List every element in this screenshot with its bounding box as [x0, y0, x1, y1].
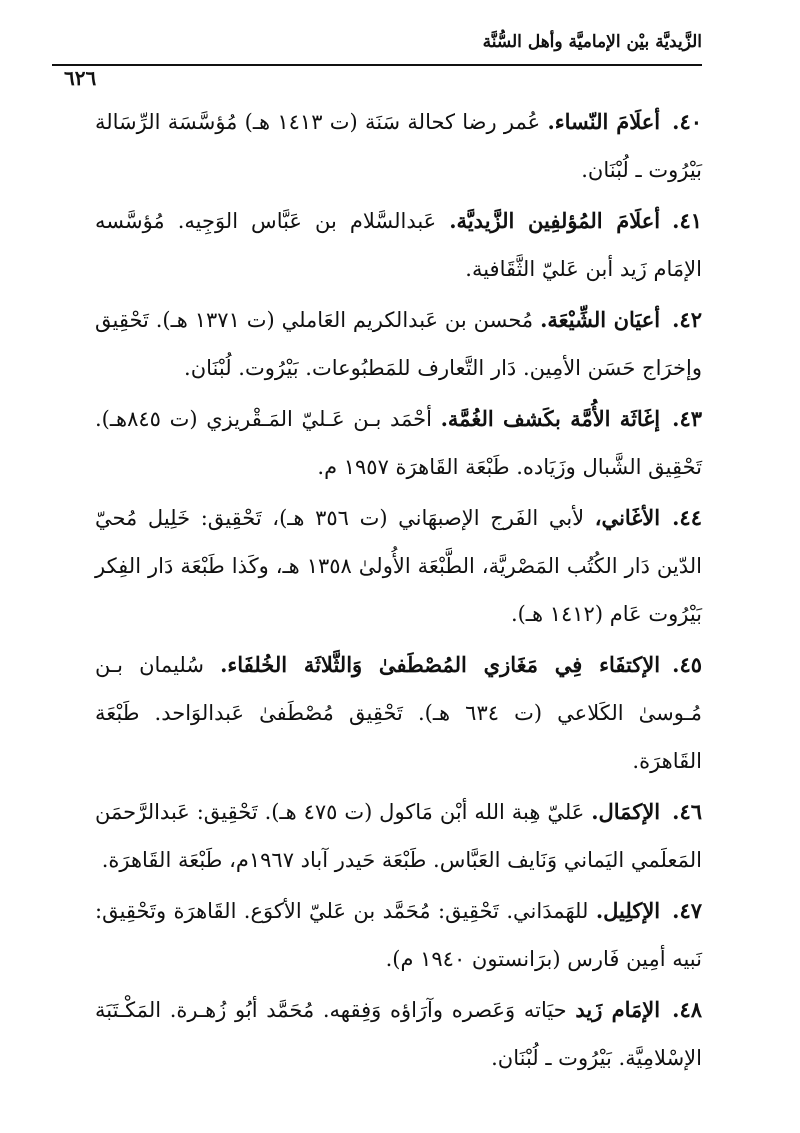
entry-text: سُليمان بـن مُـوسىٰ الكَلاعي (ت ٦٣٤ هـ). تَحْقِيق مُصْطَفىٰ عَبدالوَاحد. طَبْعَة القَاهرَة. [95, 653, 702, 773]
entry-title: أعلَامَ النّساء. [547, 109, 661, 134]
bibliography-entry [95, 887, 702, 983]
entry-number: ٤٠. [672, 109, 702, 134]
entry-title: الإكمَال. [591, 799, 661, 824]
entry-number: ٤٥. [672, 652, 702, 677]
entry-text: عَليّ هِبة الله أبْن مَاكول (ت ٤٧٥ هـ). تَحْقِيق: عَبدالرَّحمَن المَعلَمي اليَماني وَنَايف العَبَّاس. طَبْعَة حَيدر آباد ١٩٦٧م، طَبْعَة القَاهرَة. [95, 800, 702, 872]
entry-text: لأبي الفَرج الإصبهَاني (ت ٣٥٦ هـ)، تَحْقِيق: خَلِيل مُحيّ الدّين دَار الكُتُب المَصْريَّة، الطَّبْعَة الأُولىٰ ١٣٥٨ هـ، وكَذا طَبْعَة دَار الفِكر بَيْرُوت عَام (١٤١٢ هـ). [95, 506, 702, 626]
bibliography-entry [95, 296, 702, 392]
entry-text: للهَمدَاني. تَحْقِيق: مُحَمَّد بن عَليّ الأكوَع. القَاهرَة وتَحْقِيق: نَبيه أمِين فَارس (برَانستون ١٩٤٠ م). [95, 899, 702, 971]
entry-number: ٤٣. [672, 406, 703, 431]
bibliography-entry [95, 395, 702, 491]
bibliography-entry [95, 788, 702, 884]
entry-number: ٤١. [672, 208, 702, 233]
entry-number: ٤٧. [672, 898, 702, 923]
bibliography-entry [95, 986, 702, 1082]
bibliography-list [95, 98, 702, 1085]
bibliography-entry [95, 641, 702, 785]
entry-text: حيَاته وَعَصره وآرَاؤه وَفِقهه. مُحَمَّد أبُو زُهـرة. المَكْـتَبَة الإسْلامِيَّة. بَيْرُوت ـ لُبْنَان. [95, 998, 702, 1070]
entry-title: الأغَاني، [594, 505, 661, 530]
entry-number: ٤٨. [672, 997, 702, 1022]
entry-number: ٤٤. [672, 505, 702, 530]
entry-title: الإمَام زَيد [575, 997, 661, 1022]
page-number: ٦٢٦ [64, 66, 97, 90]
entry-text: أحْمَد بـن عَـليّ المَـقْريزي (ت ٨٤٥هـ). تَحْقِيق الشَّبال وزَيَاده. طَبْعَة القَاهرَة ١٩٥٧ م. [95, 407, 702, 479]
entry-text: عَبدالسَّلام بن عَبَّاس الوَجِيه. مُؤسَّسه الإمَام زَيد أبن عَليّ الثَّقَافية. [95, 209, 702, 281]
header-title: الزَّيديَّة بيْن الإماميَّة وأهل السُّنَّة [482, 32, 702, 52]
entry-number: ٤٢. [672, 307, 702, 332]
entry-title: الإكتفَاء فِي مَغَازي المُصْطَفىٰ وَالثَّلاثَة الخُلفَاء. [220, 652, 661, 677]
bibliography-entry [95, 98, 702, 194]
entry-title: أعلَامَ المُؤلفِين الزَّيديَّة. [449, 208, 661, 233]
entry-title: إغَاثَة الأُمَّة بكَشف الغُمَّة. [440, 406, 661, 431]
header-rule [52, 64, 702, 66]
entry-number: ٤٦. [672, 799, 703, 824]
entry-title: أعيَان الشِّيْعَة. [540, 307, 661, 332]
bibliography-entry [95, 494, 702, 638]
entry-title: الإكلِيل. [595, 898, 661, 923]
entry-text: مُحسن بن عَبدالكريم العَاملي (ت ١٣٧١ هـ). تَحْقِيق وإخرَاج حَسَن الأمِين. دَار التَّعارف للمَطبُوعات. بَيْرُوت. لُبْنَان. [95, 308, 702, 380]
bibliography-entry [95, 197, 702, 293]
entry-text: عُمر رضا كحالة سَنَة (ت ١٤١٣ هـ) مُؤسَّسَة الرِّسَالة بَيْرُوت ـ لُبْنَان. [95, 110, 702, 182]
running-header [52, 22, 702, 62]
